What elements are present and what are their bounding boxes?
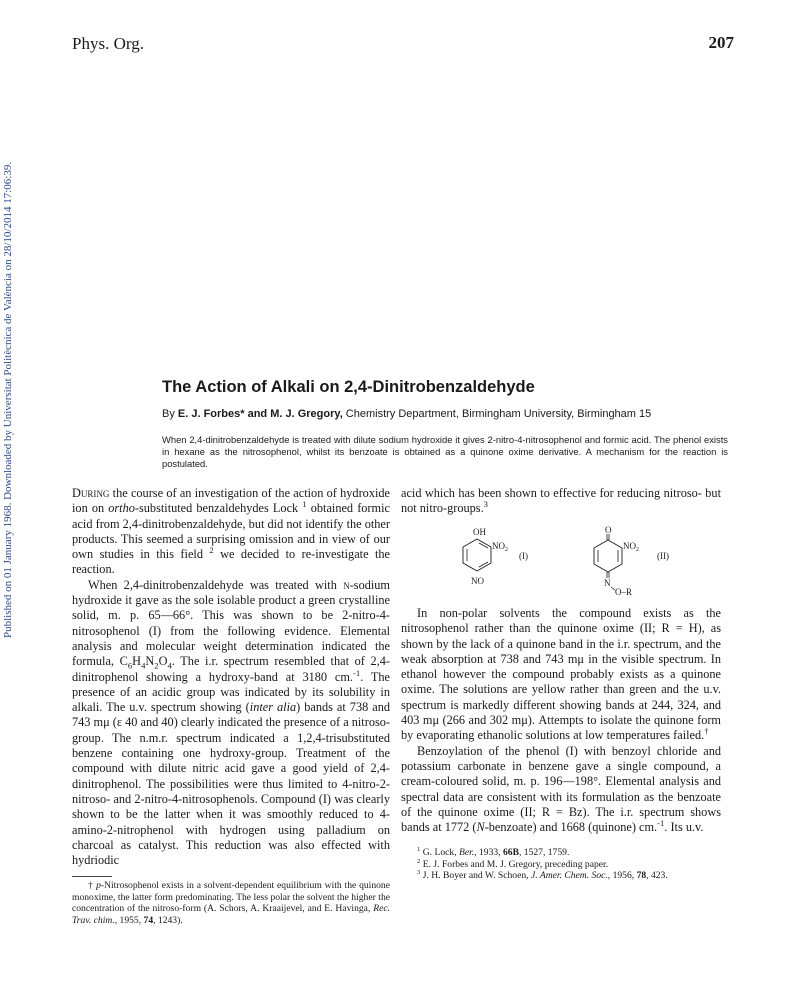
superscript: -1 [657,818,665,829]
references [401,847,721,881]
text: Ber. [459,847,475,859]
text: , 1933, [474,847,503,859]
label-I: (I) [519,551,528,561]
paragraph [72,486,390,578]
text: 74 [143,914,154,926]
text: When 2,4-dinitrobenzaldehyde was treated with [88,577,344,592]
text: Rec. Trav. chim. [72,903,390,926]
text: N [145,654,155,669]
text: J. Amer. Chem. Soc. [530,870,608,882]
text: , 1956, [607,870,637,882]
text: 2 [417,857,421,865]
label-no2: $NO_2$ [492,541,508,553]
reference-marker[interactable]: 2 [209,545,214,556]
text: 1 [417,846,421,854]
structure-II [594,525,669,597]
article-title: The Action of Alkali on 2,4-Dinitrobenzaldehyde [162,378,535,396]
right-column-main [401,606,721,882]
text: . Its u.v. [664,820,704,835]
journal-name: Phys. Org. [72,34,144,53]
text: ortho [108,501,135,516]
structure-I [463,527,528,586]
text: -sodium hydroxide it gave as the sole isolable product a green crystalline solid, m. p. 65—66°. This was shown to be 2-nitro-4-nitrosophenol (I) from the following evidence. Elemental analysis and molecular weight determination indicated the formula, C [72,577,390,669]
left-column [72,486,390,926]
text: 66B [502,847,519,859]
text: Benzoylation of the phenol (I) with benzoyl chloride and potassium carbonate in benzene gave a single compound, a cream-coloured solid, m. p. 196—198°. Elemental analysis and spectral data are consistent with its formulation as the benzoate of the quinone oxime (II; R = Bz). The i.r. spectrum shows bands at 1772 ( [401,743,721,835]
footnote-rule [72,876,112,877]
text: n [343,577,350,592]
subscript: 6 [127,660,133,671]
text: obtained formic acid from 2,4-dinitrobenzaldehyde, but did not identify the other products. This seemed a surprising omission and in view of our own studies in this field [72,501,390,562]
reference-3 [401,870,721,881]
text: . The presence of an acidic group was indicated by its solubility in alkali. The u.v. spectrum showing ( [72,669,391,715]
text: p [96,880,101,892]
text: J. H. Boyer and W. Schoen, [420,870,531,882]
text: G. Lock, [420,847,459,859]
text: . The i.r. spectrum resembled that of 2,4-dinitrophenol showing a hydroxy-band at 3180 cm. [72,654,390,684]
text: E. J. Forbes and M. J. Gregory, preceding paper. [420,858,609,870]
label-no: NO [471,576,484,586]
subscript: 4 [141,660,146,671]
affiliation: Chemistry Department, Birmingham University, Birmingham 15 [342,408,652,420]
text: N [476,820,485,835]
byline [162,408,651,420]
text: ) bands at 738 and 743 mμ (ε 40 and 40) clearly indicated the presence of a nitroso-group. The n.m.r. spectrum indicated a 1,2,4-trisubstituted benzene containing one hydroxy-group. Treatment of the compound with dilute nitric acid gave a good yield of 2,4-dinitrophenol. The possibilities were thus limited to 4-nitro-2-nitroso- and 2-nitro-4-nitrosophenols. Compound (I) was clearly shown to be the latter when it was smoothly reduced to 4-amino-2-nitrophenol with hydrogen using palladium on charcoal as catalyst. This reduction was also effected with hydriodic [72,700,390,868]
text: we decided to re-investigate the reaction. [72,547,390,577]
authors: E. J. Forbes* and M. J. Gregory, [177,408,343,420]
label-no2: $NO_2$ [623,541,639,553]
download-stamp: Published on 01 January 1968. Downloaded by Universitat Politècnica de València on 28/10/2014 17:06:39. [2,161,14,639]
text: inter alia [249,700,297,715]
text: -benzoate) and 1668 (quinone) cm. [484,820,658,835]
text: , 1527, 1759. [518,847,570,859]
reference-marker[interactable]: 3 [483,499,488,510]
footnote [72,880,390,926]
text: , 1955, [114,914,144,926]
subscript: 2 [154,660,159,671]
text: , 1243). [153,914,183,926]
text: -substituted benzaldehydes Lock [134,501,303,516]
paragraph [401,486,721,517]
abstract: When 2,4-dinitrobenzaldehyde is treated with dilute sodium hydroxide it gives 2-nitro-4-nitrosophenol and formic acid. The phenol exists in hexane as the nitrosophenol, whilst its benzoate is obtained as a quinone oxime derivative. A mechanism for the reaction is postulated. [162,434,728,469]
label-II: (II) [657,551,669,561]
text: H [132,654,142,669]
byline-prefix: By [162,408,178,420]
reference-1 [401,847,721,858]
footnote-marker[interactable]: † [704,726,709,737]
label-or: O–R [615,587,633,597]
text: the course of an investigation of the action of hydroxide ion on [72,486,390,516]
paragraph [401,744,721,836]
drop-word: During [72,486,110,500]
text: O [158,654,168,669]
paragraph [72,578,390,869]
subscript: 4 [167,660,172,671]
label-o: O [605,525,612,535]
text: -Nitrosophenol exists in a solvent-dependent equilibrium with the quinone monoxime, the latter form predominating. The less polar the solvent the higher the concentration of the nitroso-form (A. Schors, A. Kraaijevel, and E. Havinga, [72,880,390,915]
reference-2 [401,859,721,870]
text: , 423. [646,870,668,882]
superscript: -1 [353,667,361,678]
text: In non-polar solvents the compound exists as the nitrosophenol rather than the quinone oxime (II; R = H), as shown by the lack of a quinone band in the i.r. spectrum, and the weak absorption at 738 and 743 mμ in the visible spectrum. In ethanol however the compound probably exists as a quinone oxime. The solutions are yellow rather than green and the u.v. spectrum is markedly different showing bands at 244, 324, and 403 mμ (266 and 302 mμ). Attempts to isolate the quinone form by evaporating ethanolic solutions at low temperatures failed. [401,606,721,743]
reference-marker[interactable]: 1 [302,499,307,510]
footnote-marker: † [88,880,97,892]
paragraph [401,606,721,744]
structures-figure [401,523,721,603]
text: 3 [417,869,421,877]
page-number: 207 [708,33,734,52]
right-column-top [401,486,721,517]
text: 78 [636,870,647,882]
label-oh: OH [473,527,486,537]
text: acid which has been shown to effective for reducing nitroso- but not nitro-groups. [401,486,721,516]
label-n: N [604,578,611,588]
